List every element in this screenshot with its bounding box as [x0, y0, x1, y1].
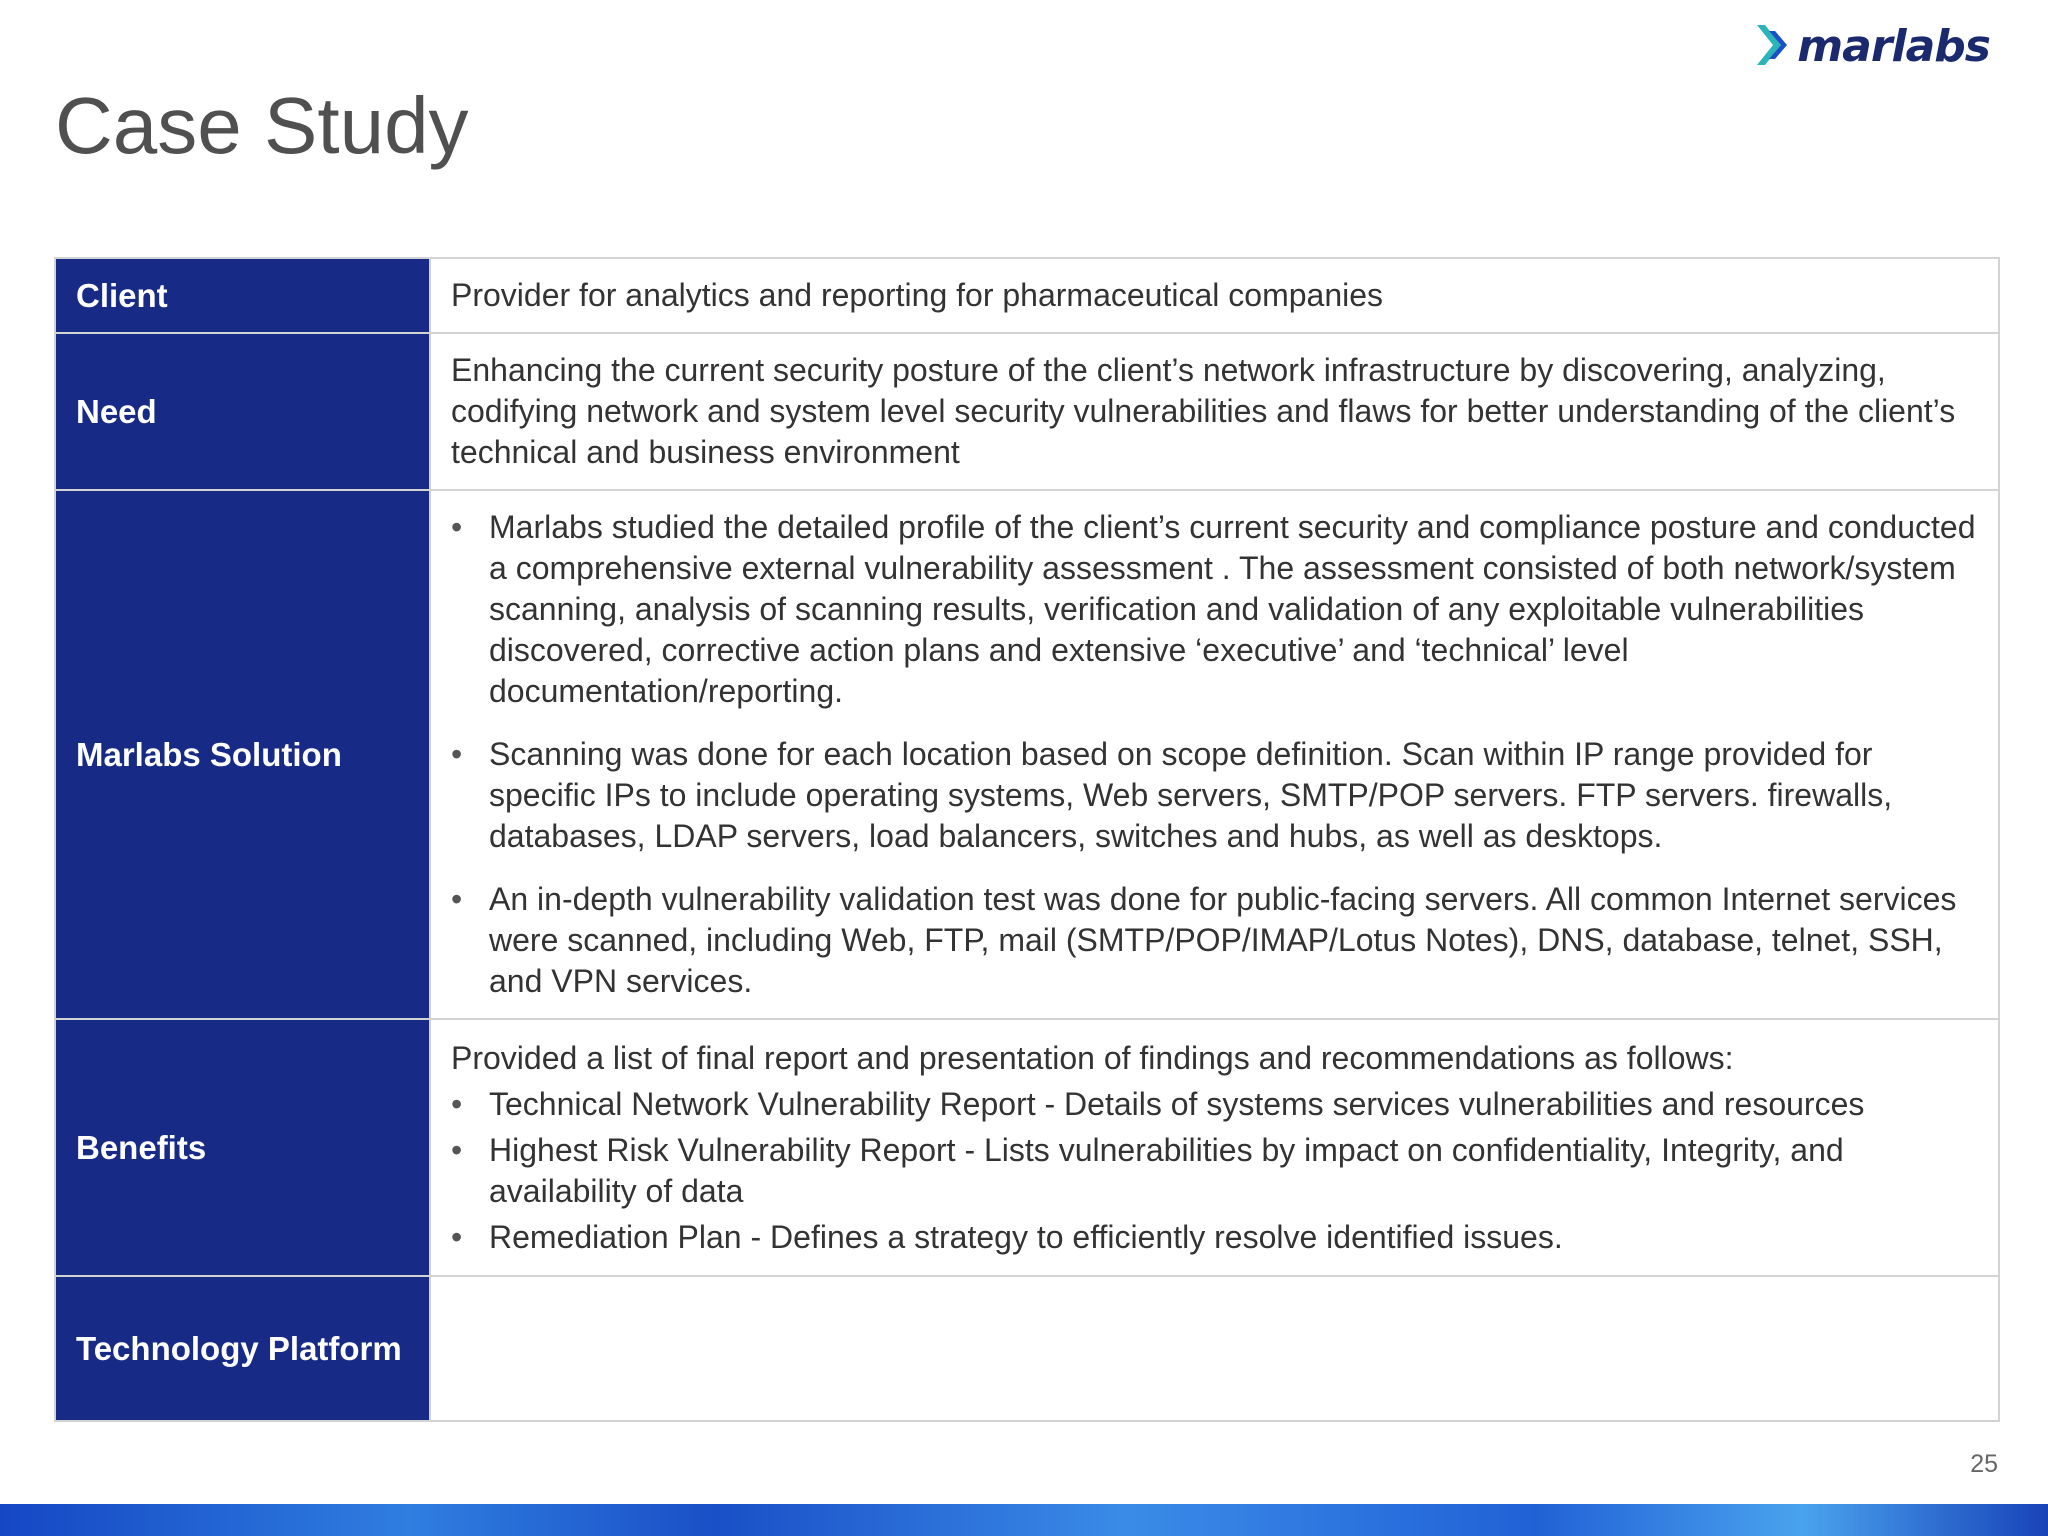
solution-bullet: • Scanning was done for each location based on scope definition. Scan within IP range provided for specific IPs to include operating systems, Web servers, SMTP/POP servers. FTP servers. firewalls, databases, LDAP servers, load balancers, switches and hubs, as well as desktops.: [451, 734, 1978, 857]
footer-band: [0, 1504, 2048, 1536]
page-title: Case Study: [55, 81, 469, 170]
logo-wordmark: marlabs: [1797, 20, 1990, 72]
need-text: Enhancing the current security posture of the client’s network infrastructure by discovering, analyzing, codifying network and system level security vulnerabilities and flaws for better understanding of the client’s technical and business environment: [430, 333, 1999, 490]
case-study-table: [54, 257, 2000, 1422]
label-solution: Marlabs Solution: [55, 490, 430, 1019]
page-number: 25: [1970, 1450, 1998, 1478]
solution-bullet: • An in-depth vulnerability validation test was done for public-facing servers. All common Internet services were scanned, including Web, FTP, mail (SMTP/POP/IMAP/Lotus Notes), DNS, database, telnet, SSH, and VPN services.: [451, 879, 1978, 1002]
row-need: [55, 333, 1999, 490]
solution-list: [451, 507, 1978, 1002]
client-text: Provider for analytics and reporting for pharmaceutical companies: [430, 258, 1999, 333]
benefits-intro: Provided a list of final report and presentation of findings and recommendations as follows:: [451, 1039, 1734, 1076]
benefits-content: [430, 1019, 1999, 1276]
solution-bullet: • Marlabs studied the detailed profile of the client’s current security and compliance posture and conducted a comprehensive external vulnerability assessment . The assessment consisted of both network/system scanning, analysis of scanning results, verification and validation of any exploitable vulnerabilities discovered, corrective action plans and extensive ‘executive’ and ‘technical’ level documentation/reporting.: [451, 507, 1978, 712]
row-solution: [55, 490, 1999, 1019]
benefits-bullet: • Highest Risk Vulnerability Report - Lists vulnerabilities by impact on confidentiality, Integrity, and availability of data: [451, 1130, 1978, 1212]
label-client: Client: [55, 258, 430, 333]
label-technology: Technology Platform: [55, 1276, 430, 1421]
row-benefits: [55, 1019, 1999, 1276]
label-need: Need: [55, 333, 430, 490]
marlabs-chevron-icon: [1753, 21, 1793, 71]
benefits-bullet: • Technical Network Vulnerability Report - Details of systems services vulnerabilities and resources: [451, 1084, 1978, 1125]
benefits-list: [451, 1084, 1978, 1258]
label-benefits: Benefits: [55, 1019, 430, 1276]
solution-content: [430, 490, 1999, 1019]
benefits-bullet: • Remediation Plan - Defines a strategy to efficiently resolve identified issues.: [451, 1217, 1978, 1258]
marlabs-logo: [1753, 18, 1990, 74]
row-client: [55, 258, 1999, 333]
row-technology: [55, 1276, 1999, 1421]
technology-text: [430, 1276, 1999, 1421]
